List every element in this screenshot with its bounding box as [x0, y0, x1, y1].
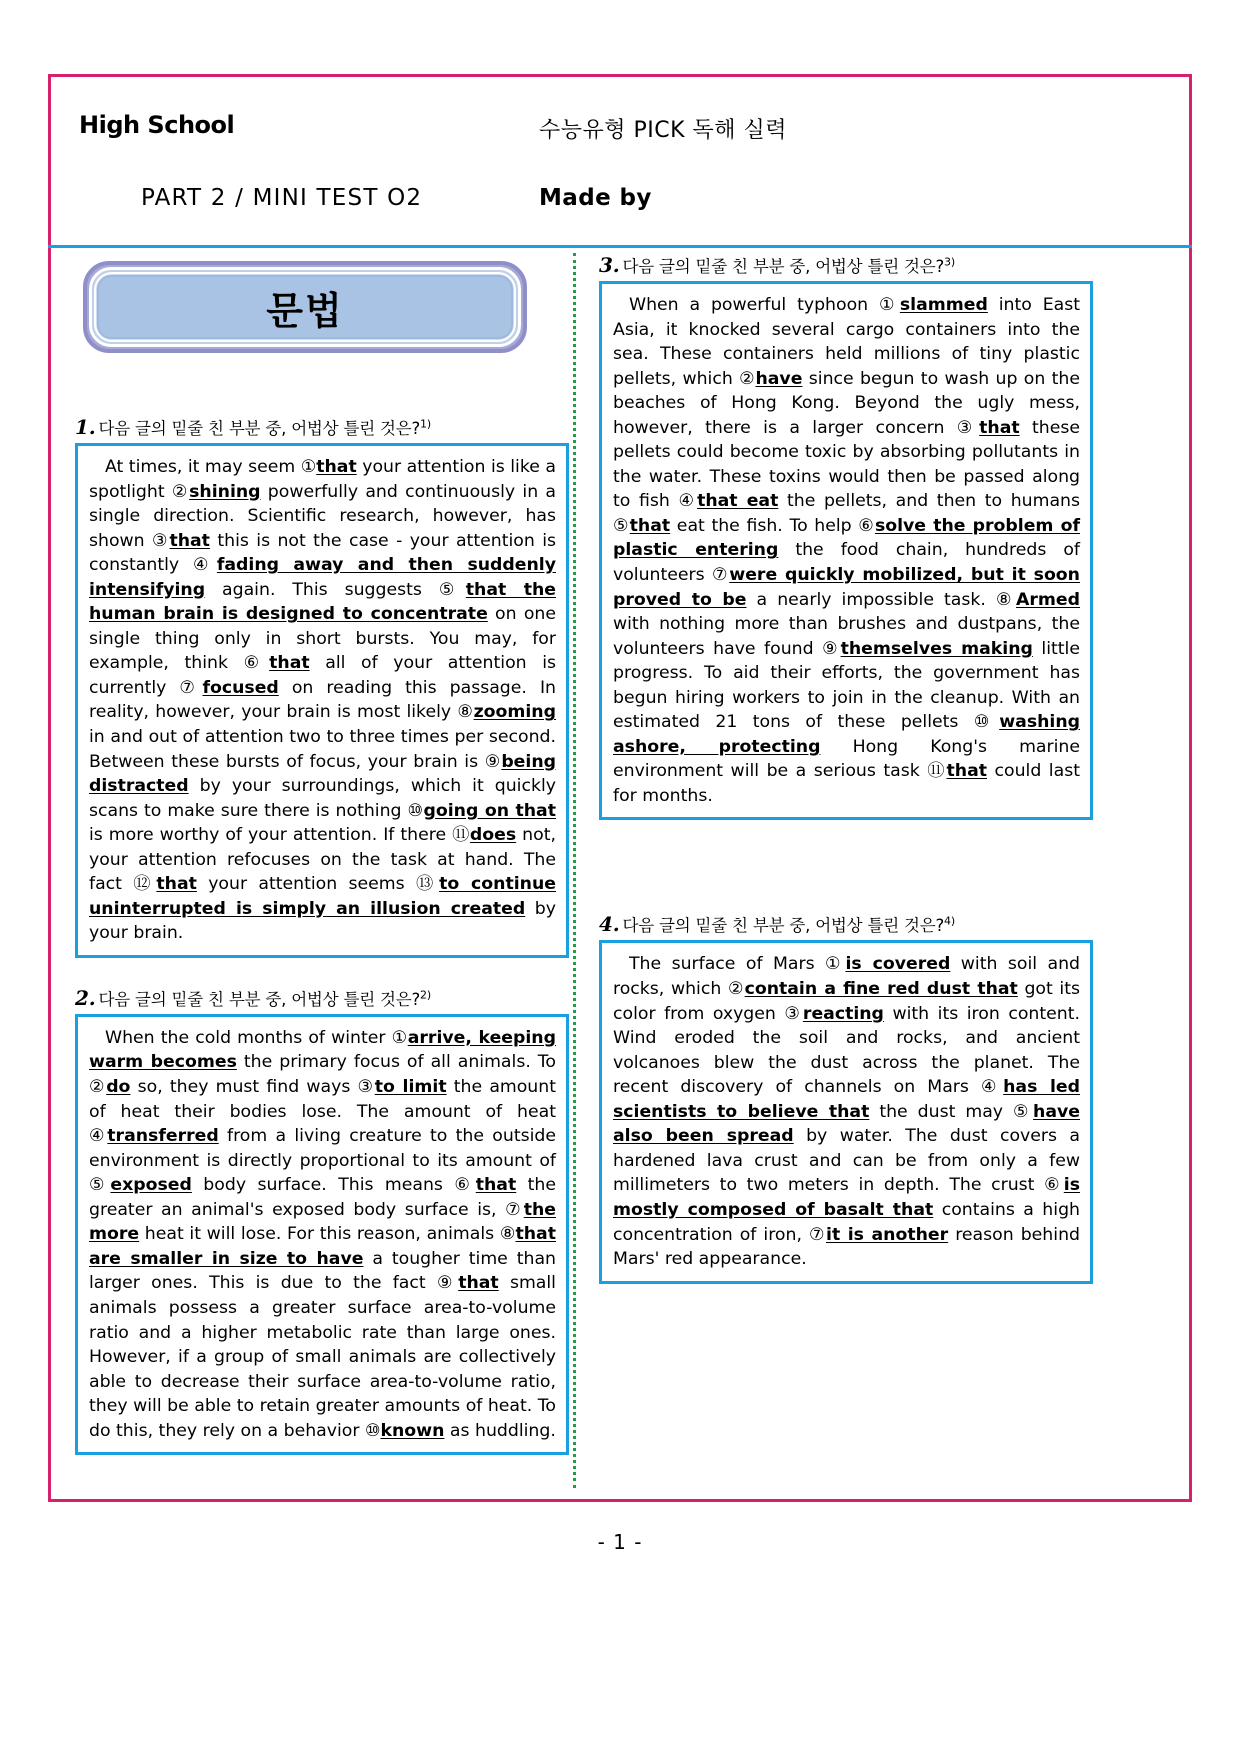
question-1-footnote: 1) — [420, 417, 431, 431]
page-frame — [48, 74, 1192, 1502]
question-2 — [75, 986, 569, 1455]
book-title: 수능유형 PICK 독해 실력 — [539, 118, 788, 143]
question-1-number: 1. — [75, 415, 96, 439]
question-3-number: 3. — [599, 253, 620, 277]
question-3 — [599, 253, 1093, 820]
spacer-between-q3-q4 — [599, 820, 1093, 912]
question-4-footnote: 4) — [944, 914, 955, 928]
question-1-passage: At times, it may seem ①that your attention is like a spotlight ②shining powerfully and continuously in a single direction. Scientific research, however, has shown ③that this is not the case - your attention is constantly ④fading away and then suddenly intensifying again. This suggests ⑤that the human brain is designed to concentrate on one single thing only in short bursts. You may, for example, think ⑥that all of your attention is currently ⑦focused on reading this passage. In reality, however, your brain is most likely ⑧zooming in and out of attention two to three times per second. Between these bursts of focus, your brain is ⑨being distracted by your surroundings, which it quickly scans to make sure there is nothing ⑩going on that is more worthy of your attention. If there ⑪does not, your attention refocuses on the task at hand. The fact ⑫that your attention seems ⑬to continue uninterrupted is simply an illusion created by your brain. — [75, 443, 569, 958]
question-3-passage: When a powerful typhoon ①slammed into East Asia, it knocked several cargo containers into the sea. These containers held millions of tiny plastic pellets, which ②have since begun to wash up on the beaches of Hong Kong. Beyond the ugly mess, however, there is a larger concern ③that these pellets could become toxic by absorbing pollutants in the water. These toxins would then be passed along to fish ④that eat the pellets, and then to humans ⑤that eat the fish. To help ⑥solve the problem of plastic entering the food chain, hundreds of volunteers ⑦were quickly mobilized, but it soon proved to be a nearly impossible task. ⑧Armed with nothing more than brushes and dustpans, the volunteers have found ⑨themselves making little progress. To aid their efforts, the government has begun hiring workers to join in the cleanup. With an estimated 21 tons of these pellets ⑩washing ashore, protecting Hong Kong's marine environment will be a serious task ⑪that could last for months. — [599, 281, 1093, 820]
column-divider — [573, 253, 576, 1488]
banner-layer-inner — [97, 275, 513, 339]
banner-layer-third — [94, 272, 516, 342]
page-footer: - 1 - — [597, 1530, 643, 1554]
section-banner — [83, 261, 527, 353]
question-2-passage: When the cold months of winter ①arrive, keeping warm becomes the primary focus of all animals. To ②do so, they must find ways ③to limit the amount of heat their bodies lose. The amount of heat ④transferred from a living creature to the outside environment is directly proportional to its amount of ⑤exposed body surface. This means ⑥that the greater an animal's exposed body surface is, ⑦the more heat it will lose. For this reason, animals ⑧that are smaller in size to have a tougher time than larger ones. This is due to the fact ⑨that small animals possess a greater surface area-to-volume ratio and a higher metabolic rate than large ones. However, if a group of small animals are collectively able to decrease their surface area-to-volume ratio, they will be able to retain greater amounts of heat. To do this, they rely on a behavior ⑩known as huddling. — [75, 1014, 569, 1455]
document-header — [51, 77, 1189, 245]
question-1-heading — [75, 415, 569, 439]
question-3-footnote: 3) — [944, 255, 955, 269]
content-columns — [51, 253, 1189, 1498]
question-2-footnote: 2) — [420, 988, 431, 1002]
question-1-prompt: 다음 글의 밑줄 친 부분 중, 어법상 틀린 것은? — [98, 419, 421, 438]
banner-label: 문법 — [266, 288, 344, 333]
made-by-label: Made by — [539, 185, 652, 211]
left-column — [75, 253, 569, 1498]
question-2-heading — [75, 986, 569, 1010]
question-2-number: 2. — [75, 985, 96, 1010]
question-4-heading — [599, 912, 1093, 936]
header-divider-rule — [48, 245, 1192, 248]
question-3-prompt: 다음 글의 밑줄 친 부분 중, 어법상 틀린 것은? — [622, 257, 945, 276]
question-4-prompt: 다음 글의 밑줄 친 부분 중, 어법상 틀린 것은? — [622, 916, 945, 936]
spacer-after-banner — [75, 353, 569, 415]
question-4-passage: The surface of Mars ①is covered with soil and rocks, which ②contain a fine red dust that got its color from oxygen ③reacting with its iron content. Wind eroded the soil and rocks, and ancient volcanoes blew the dust across the planet. The recent discovery of channels on Mars ④has led scientists to believe that the dust may ⑤have also been spread by water. The dust covers a hardened lava crust and can be from only a few millimeters to two meters in depth. The crust ⑥is mostly composed of basalt that contains a high concentration of iron, ⑦it is another reason behind Mars' red appearance. — [599, 940, 1093, 1283]
question-4 — [599, 912, 1093, 1283]
banner-layer-second — [89, 267, 521, 347]
question-4-number: 4. — [599, 912, 620, 937]
spacer-between-q1-q2 — [75, 958, 569, 986]
right-column — [599, 253, 1093, 1498]
school-name: High School — [79, 111, 235, 139]
question-2-prompt: 다음 글의 밑줄 친 부분 중, 어법상 틀린 것은? — [98, 989, 421, 1009]
header-row-bottom — [51, 185, 1189, 225]
question-3-heading — [599, 253, 1093, 277]
question-1 — [75, 415, 569, 958]
header-row-top — [51, 111, 1189, 151]
banner-layer-outer — [83, 261, 527, 353]
part-label: PART 2 / MINI TEST O2 — [141, 185, 423, 211]
